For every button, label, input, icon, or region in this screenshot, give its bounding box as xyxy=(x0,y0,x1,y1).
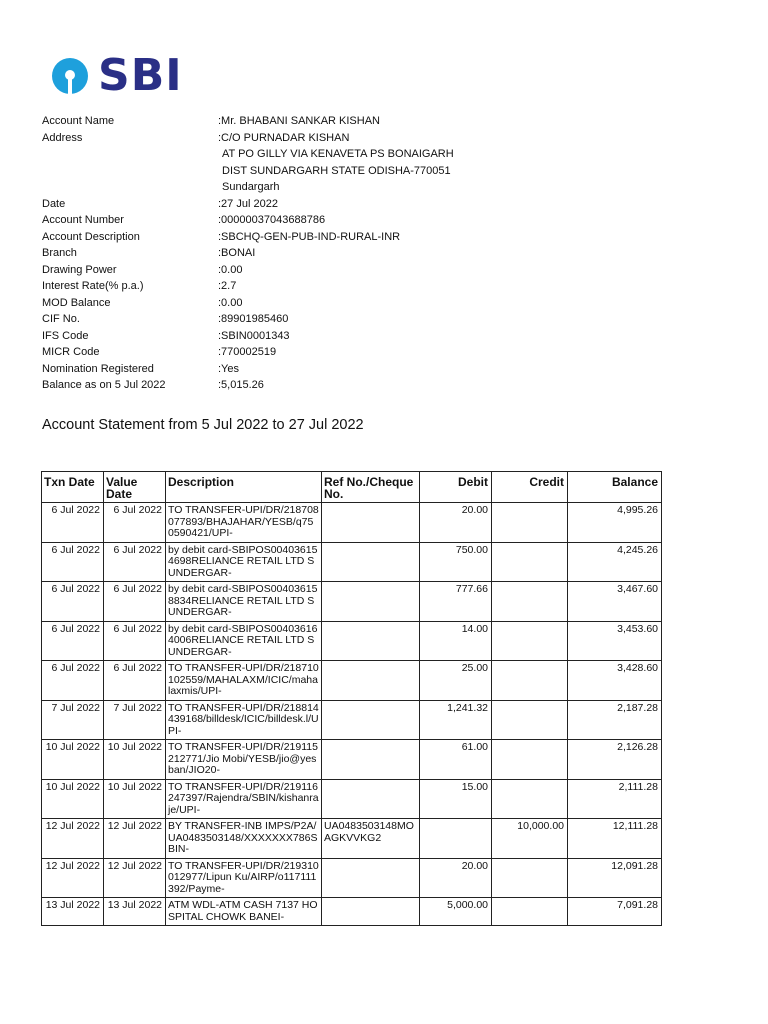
table-row xyxy=(42,858,662,898)
account-field-value: :Mr. BHABANI SANKAR KISHAN xyxy=(218,115,380,127)
txn-date-cell: 13 Jul 2022 xyxy=(42,898,104,926)
col-header-description: Description xyxy=(166,472,322,503)
description-cell: TO TRANSFER-UPI/DR/219116247397/Rajendra/SBIN/kishanraje/UPI- xyxy=(166,779,322,819)
account-field-row xyxy=(42,344,502,361)
account-field-row xyxy=(42,113,502,130)
value-date-cell: 13 Jul 2022 xyxy=(104,898,166,926)
col-header-balance: Balance xyxy=(568,472,662,503)
col-header-value-date: Value Date xyxy=(104,472,166,503)
txn-date-cell: 7 Jul 2022 xyxy=(42,700,104,740)
account-field-label: MICR Code xyxy=(42,346,100,358)
account-field-label xyxy=(42,163,218,180)
debit-cell: 5,000.00 xyxy=(420,898,492,926)
txn-date-cell: 10 Jul 2022 xyxy=(42,779,104,819)
account-field-label: Interest Rate(% p.a.) xyxy=(42,280,144,292)
credit-cell xyxy=(492,582,568,622)
balance-cell: 2,111.28 xyxy=(568,779,662,819)
table-row xyxy=(42,661,662,701)
debit-cell: 777.66 xyxy=(420,582,492,622)
col-header-credit: Credit xyxy=(492,472,568,503)
description-cell: ATM WDL-ATM CASH 7137 HOSPITAL CHOWK BANEI- xyxy=(166,898,322,926)
balance-cell: 4,995.26 xyxy=(568,503,662,543)
account-field-value: :0.00 xyxy=(218,263,243,276)
col-header-debit: Debit xyxy=(420,472,492,503)
account-field-value: :27 Jul 2022 xyxy=(218,197,278,210)
debit-cell: 61.00 xyxy=(420,740,492,780)
account-field-label: Date xyxy=(42,197,66,210)
credit-cell xyxy=(492,621,568,661)
description-cell: by debit card-SBIPOS004036158834RELIANCE RETAIL LTD SUNDERGAR- xyxy=(166,582,322,622)
balance-cell: 2,187.28 xyxy=(568,700,662,740)
account-field-value: :BONAI xyxy=(218,247,256,259)
credit-cell xyxy=(492,779,568,819)
description-cell: TO TRANSFER-UPI/DR/218708077893/BHAJAHAR/YESB/q750590421/UPI- xyxy=(166,503,322,543)
table-row xyxy=(42,700,662,740)
debit-cell: 15.00 xyxy=(420,779,492,819)
debit-cell: 25.00 xyxy=(420,661,492,701)
ref-cell xyxy=(322,582,420,622)
table-row xyxy=(42,898,662,926)
account-field-label: Address xyxy=(42,131,83,144)
balance-cell: 3,453.60 xyxy=(568,621,662,661)
account-field-value: :C/O PURNADAR KISHAN xyxy=(218,131,350,144)
credit-cell xyxy=(492,898,568,926)
statement-table xyxy=(41,471,662,926)
debit-cell: 14.00 xyxy=(420,621,492,661)
account-field-label: Drawing Power xyxy=(42,263,117,276)
description-cell: TO TRANSFER-UPI/DR/218710102559/MAHALAXM/ICIC/mahalaxmis/UPI- xyxy=(166,661,322,701)
value-date-cell: 6 Jul 2022 xyxy=(104,582,166,622)
txn-date-cell: 12 Jul 2022 xyxy=(42,819,104,859)
account-field-value: :770002519 xyxy=(218,346,277,358)
account-field-value: AT PO GILLY VIA KENAVETA PS BONAIGARH xyxy=(222,148,454,160)
credit-cell xyxy=(492,542,568,582)
col-header-ref: Ref No./Cheque No. xyxy=(322,472,420,503)
account-field-label: Nomination Registered xyxy=(42,362,154,375)
account-field-value: DIST SUNDARGARH STATE ODISHA-770051 xyxy=(222,164,451,177)
account-field-value: :SBCHQ-GEN-PUB-IND-RURAL-INR xyxy=(218,230,401,243)
account-field-label: Account Description xyxy=(42,230,140,243)
txn-date-cell: 6 Jul 2022 xyxy=(42,542,104,582)
account-field-label: Account Number xyxy=(42,214,124,226)
account-field-label: Branch xyxy=(42,247,77,259)
ref-cell xyxy=(322,858,420,898)
account-field-label: MOD Balance xyxy=(42,296,111,309)
txn-date-cell: 6 Jul 2022 xyxy=(42,661,104,701)
sbi-logo xyxy=(50,50,183,102)
value-date-cell: 6 Jul 2022 xyxy=(104,503,166,543)
description-cell: BY TRANSFER-INB IMPS/P2A/UA0483503148/XXXXXXX786SBIN- xyxy=(166,819,322,859)
credit-cell xyxy=(492,858,568,898)
description-cell: TO TRANSFER-UPI/DR/219115212771/Jio Mobi/YESB/jio@yesban/JIO20- xyxy=(166,740,322,780)
table-row xyxy=(42,542,662,582)
account-field-row xyxy=(42,328,502,345)
account-field-row xyxy=(42,262,502,279)
value-date-cell: 12 Jul 2022 xyxy=(104,858,166,898)
description-cell: by debit card-SBIPOS004036154698RELIANCE RETAIL LTD SUNDERGAR- xyxy=(166,542,322,582)
credit-cell xyxy=(492,661,568,701)
description-cell: TO TRANSFER-UPI/DR/218814439168/billdesk/ICIC/billdesk.l/UPI- xyxy=(166,700,322,740)
sbi-logo-text: SBI xyxy=(98,50,183,101)
value-date-cell: 6 Jul 2022 xyxy=(104,542,166,582)
txn-date-cell: 10 Jul 2022 xyxy=(42,740,104,780)
account-field-value: Sundargarh xyxy=(222,181,280,193)
value-date-cell: 7 Jul 2022 xyxy=(104,700,166,740)
credit-cell xyxy=(492,503,568,543)
txn-date-cell: 6 Jul 2022 xyxy=(42,582,104,622)
value-date-cell: 10 Jul 2022 xyxy=(104,779,166,819)
account-field-row xyxy=(42,179,502,196)
account-field-row xyxy=(42,130,502,147)
balance-cell: 7,091.28 xyxy=(568,898,662,926)
ref-cell xyxy=(322,700,420,740)
balance-cell: 4,245.26 xyxy=(568,542,662,582)
account-field-row xyxy=(42,311,502,328)
ref-cell xyxy=(322,621,420,661)
debit-cell: 750.00 xyxy=(420,542,492,582)
debit-cell: 1,241.32 xyxy=(420,700,492,740)
account-field-row xyxy=(42,146,502,163)
ref-cell xyxy=(322,503,420,543)
balance-cell: 3,467.60 xyxy=(568,582,662,622)
sbi-keyhole-icon xyxy=(50,56,90,96)
account-field-row xyxy=(42,377,502,394)
account-field-label: IFS Code xyxy=(42,329,89,342)
account-field-row xyxy=(42,229,502,246)
account-field-value: :5,015.26 xyxy=(218,379,264,391)
txn-date-cell: 6 Jul 2022 xyxy=(42,621,104,661)
table-row xyxy=(42,740,662,780)
description-cell: by debit card-SBIPOS004036164006RELIANCE RETAIL LTD SUNDERGAR- xyxy=(166,621,322,661)
credit-cell: 10,000.00 xyxy=(492,819,568,859)
account-field-label xyxy=(42,146,218,163)
account-field-value: :SBIN0001343 xyxy=(218,329,290,342)
account-details xyxy=(42,113,502,394)
account-field-label: Balance as on 5 Jul 2022 xyxy=(42,379,166,391)
account-field-label: CIF No. xyxy=(42,313,80,325)
table-row xyxy=(42,503,662,543)
account-field-value: :0.00 xyxy=(218,296,243,309)
account-field-row xyxy=(42,245,502,262)
table-row xyxy=(42,779,662,819)
account-field-value: :89901985460 xyxy=(218,313,289,325)
ref-cell: UA0483503148MOAGKVVKG2 xyxy=(322,819,420,859)
value-date-cell: 6 Jul 2022 xyxy=(104,621,166,661)
account-field-value: :2.7 xyxy=(218,280,237,292)
ref-cell xyxy=(322,542,420,582)
txn-date-cell: 12 Jul 2022 xyxy=(42,858,104,898)
table-row xyxy=(42,582,662,622)
account-field-row xyxy=(42,278,502,295)
ref-cell xyxy=(322,661,420,701)
table-header-row xyxy=(42,472,662,503)
account-field-value: :00000037043688786 xyxy=(218,214,326,226)
ref-cell xyxy=(322,779,420,819)
account-field-label: Account Name xyxy=(42,115,115,127)
value-date-cell: 12 Jul 2022 xyxy=(104,819,166,859)
credit-cell xyxy=(492,740,568,780)
col-header-txn-date: Txn Date xyxy=(42,472,104,503)
account-field-row xyxy=(42,295,502,312)
table-row xyxy=(42,621,662,661)
balance-cell: 3,428.60 xyxy=(568,661,662,701)
table-row xyxy=(42,819,662,859)
debit-cell: 20.00 xyxy=(420,503,492,543)
debit-cell xyxy=(420,819,492,859)
txn-date-cell: 6 Jul 2022 xyxy=(42,503,104,543)
account-field-row xyxy=(42,212,502,229)
account-field-label xyxy=(42,179,218,196)
account-field-value: :Yes xyxy=(218,362,240,375)
ref-cell xyxy=(322,898,420,926)
description-cell: TO TRANSFER-UPI/DR/219310012977/Lipun Ku/AIRP/o117111392/Payme- xyxy=(166,858,322,898)
credit-cell xyxy=(492,700,568,740)
statement-title: Account Statement from 5 Jul 2022 to 27 Jul 2022 xyxy=(42,417,364,433)
account-field-row xyxy=(42,196,502,213)
value-date-cell: 6 Jul 2022 xyxy=(104,661,166,701)
value-date-cell: 10 Jul 2022 xyxy=(104,740,166,780)
ref-cell xyxy=(322,740,420,780)
debit-cell: 20.00 xyxy=(420,858,492,898)
balance-cell: 12,111.28 xyxy=(568,819,662,859)
account-field-row xyxy=(42,163,502,180)
account-field-row xyxy=(42,361,502,378)
balance-cell: 2,126.28 xyxy=(568,740,662,780)
balance-cell: 12,091.28 xyxy=(568,858,662,898)
